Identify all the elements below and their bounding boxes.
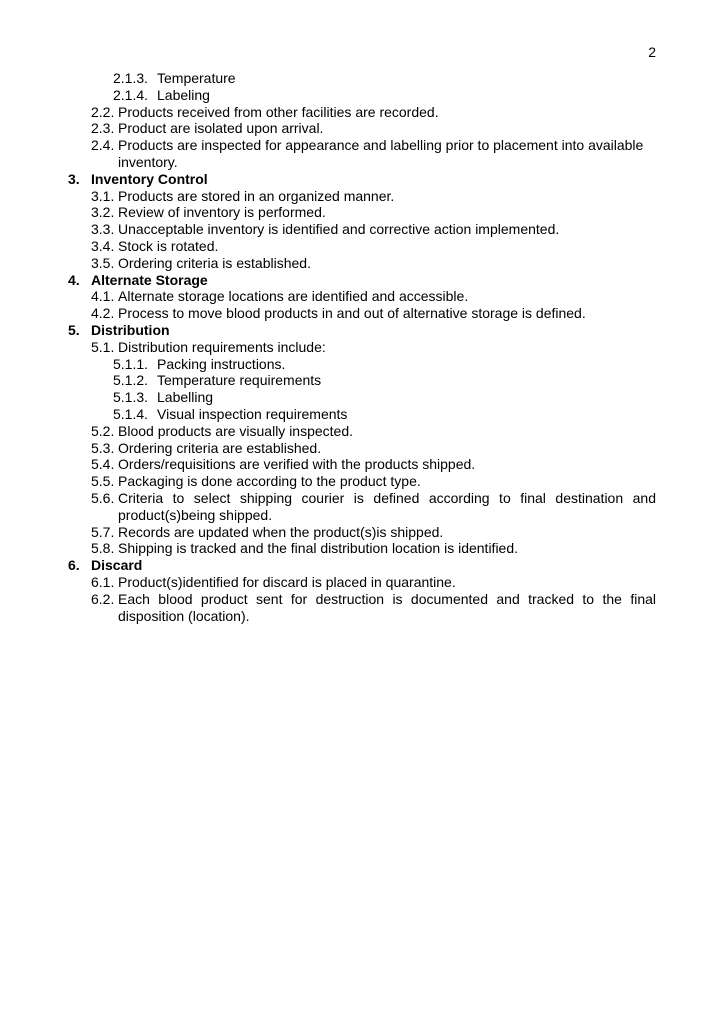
section-number: 4. bbox=[68, 271, 80, 288]
item-number: 2.1.3. bbox=[113, 70, 149, 86]
item-text: Ordering criteria is established. bbox=[118, 254, 311, 271]
list-item bbox=[68, 406, 656, 423]
item-number: 6.2. bbox=[91, 590, 115, 607]
item-text: Review of inventory is performed. bbox=[118, 204, 326, 221]
item-number: 4.1. bbox=[91, 288, 115, 305]
list-item bbox=[68, 221, 656, 238]
item-text: Labelling bbox=[157, 389, 214, 406]
section-heading bbox=[68, 557, 656, 574]
item-number: 5.1.2. bbox=[113, 372, 149, 389]
item-text: Criteria to select shipping courier is defined according to final destination and product(s)being shipped. bbox=[118, 489, 656, 523]
item-text: Distribution requirements include: bbox=[118, 338, 326, 355]
page-number: 2 bbox=[648, 44, 656, 60]
item-text: Packaging is done according to the product type. bbox=[118, 473, 421, 490]
list-item bbox=[68, 591, 656, 625]
item-number: 5.8. bbox=[91, 540, 115, 557]
section-heading bbox=[68, 171, 656, 188]
item-number: 5.1. bbox=[91, 338, 115, 355]
item-number: 5.1.1. bbox=[113, 355, 149, 372]
item-number: 4.2. bbox=[91, 305, 115, 322]
list-item bbox=[68, 473, 656, 490]
item-number: 3.3. bbox=[91, 221, 115, 238]
item-text: Shipping is tracked and the final distribution location is identified. bbox=[118, 540, 519, 557]
section-title: Inventory Control bbox=[91, 170, 208, 187]
item-text: Temperature requirements bbox=[157, 372, 322, 389]
list-item bbox=[68, 238, 656, 255]
list-item bbox=[68, 70, 656, 87]
item-number: 3.2. bbox=[91, 204, 115, 221]
item-number: 5.1.3. bbox=[113, 389, 149, 406]
item-number: 2.3. bbox=[91, 120, 115, 137]
section-heading bbox=[68, 272, 656, 289]
list-item bbox=[68, 288, 656, 305]
item-number: 6.1. bbox=[91, 573, 115, 590]
item-number: 5.3. bbox=[91, 439, 115, 456]
item-text: Records are updated when the product(s)is shipped. bbox=[118, 523, 444, 540]
item-text: Product(s)identified for discard is placed in quarantine. bbox=[118, 573, 456, 590]
section-number: 3. bbox=[68, 170, 80, 187]
item-text: Ordering criteria are established. bbox=[118, 439, 322, 456]
item-text: Each blood product sent for destruction is documented and tracked to the final disposition (location). bbox=[118, 590, 656, 624]
item-text: Product are isolated upon arrival. bbox=[118, 120, 324, 137]
section-title: Alternate Storage bbox=[91, 271, 208, 288]
item-number: 3.5. bbox=[91, 254, 115, 271]
list-item bbox=[68, 87, 656, 104]
item-text: Packing instructions. bbox=[157, 355, 286, 372]
section-heading bbox=[68, 322, 656, 339]
list-item bbox=[68, 456, 656, 473]
list-item bbox=[68, 440, 656, 457]
list-item bbox=[68, 490, 656, 524]
item-text: Unacceptable inventory is identified and corrective action implemented. bbox=[118, 221, 560, 238]
item-text: Visual inspection requirements bbox=[157, 405, 348, 422]
section-title: Discard bbox=[91, 557, 143, 574]
item-text: Products are inspected for appearance and labelling prior to placement into available inventory. bbox=[118, 137, 644, 170]
list-item bbox=[68, 188, 656, 205]
list-item bbox=[68, 305, 656, 322]
list-item bbox=[68, 372, 656, 389]
section-number: 5. bbox=[68, 321, 80, 338]
item-text: Alternate storage locations are identified and accessible. bbox=[118, 288, 469, 305]
document-body bbox=[68, 70, 656, 624]
item-number: 5.7. bbox=[91, 523, 115, 540]
list-item bbox=[68, 524, 656, 541]
item-number: 2.2. bbox=[91, 103, 115, 120]
item-number: 5.1.4. bbox=[113, 405, 149, 422]
list-item bbox=[68, 204, 656, 221]
section-title: Distribution bbox=[91, 321, 170, 338]
list-item bbox=[68, 120, 656, 137]
list-item bbox=[68, 339, 656, 356]
list-item bbox=[68, 574, 656, 591]
item-text: Blood products are visually inspected. bbox=[118, 422, 354, 439]
list-item bbox=[68, 540, 656, 557]
list-item bbox=[68, 137, 656, 171]
item-text: Temperature bbox=[157, 70, 236, 86]
list-item bbox=[68, 423, 656, 440]
section-number: 6. bbox=[68, 557, 80, 574]
item-number: 5.6. bbox=[91, 489, 115, 506]
item-text: Stock is rotated. bbox=[118, 237, 219, 254]
item-number: 2.1.4. bbox=[113, 86, 149, 103]
item-number: 5.2. bbox=[91, 422, 115, 439]
list-item bbox=[68, 255, 656, 272]
item-number: 3.4. bbox=[91, 237, 115, 254]
item-number: 5.4. bbox=[91, 456, 115, 473]
item-text: Products are stored in an organized manner. bbox=[118, 187, 395, 204]
list-item bbox=[68, 104, 656, 121]
list-item bbox=[68, 389, 656, 406]
item-text: Orders/requisitions are verified with the products shipped. bbox=[118, 456, 476, 473]
item-number: 2.4. bbox=[91, 137, 115, 154]
item-text: Labeling bbox=[157, 86, 210, 103]
item-number: 3.1. bbox=[91, 187, 115, 204]
item-text: Products received from other facilities are recorded. bbox=[118, 103, 439, 120]
item-number: 5.5. bbox=[91, 473, 115, 490]
list-item bbox=[68, 356, 656, 373]
item-text: Process to move blood products in and out of alternative storage is defined. bbox=[118, 305, 586, 322]
